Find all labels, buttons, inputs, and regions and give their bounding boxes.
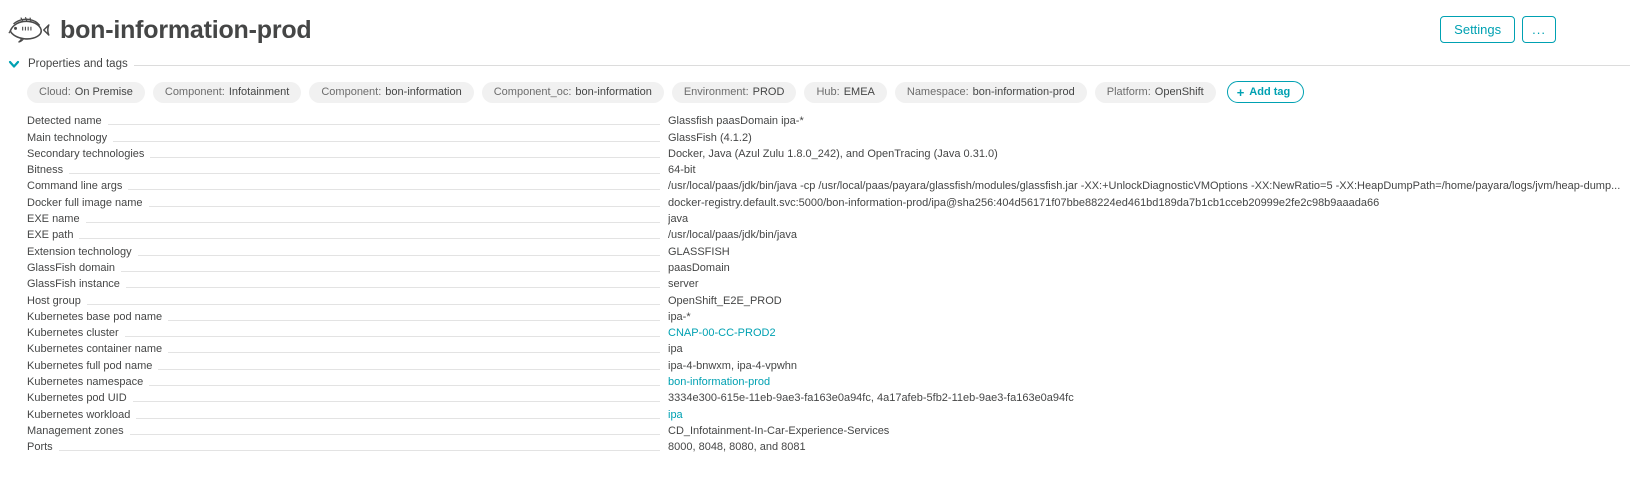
property-value: server [668,278,699,291]
leader-line [87,304,660,305]
tag-pill[interactable] [1095,82,1216,103]
tag-pill[interactable] [153,82,301,103]
page-header [0,0,1637,48]
property-row [27,422,1637,438]
property-label: Kubernetes workload [27,408,131,421]
property-label: Kubernetes pod UID [27,392,127,405]
property-value: 8000, 8048, 8080, and 8081 [668,441,806,454]
leader-line [86,222,660,223]
add-tag-label: Add tag [1249,86,1291,98]
property-row [27,259,1637,275]
property-value: 64-bit [668,164,696,177]
tag-key: Platform: [1106,86,1151,98]
tag-value: On Premise [74,86,133,98]
leader-line [168,320,660,321]
leader-line [79,238,660,239]
property-row [27,112,1637,128]
tag-key: Component: [164,86,225,98]
leader-line [158,369,660,370]
leader-line [59,450,660,451]
property-label: EXE name [27,213,80,226]
leader-line [168,352,660,353]
property-label: Host group [27,294,81,307]
property-label: Docker full image name [27,196,143,209]
property-label: Kubernetes namespace [27,376,144,389]
property-value-link[interactable]: CNAP-00-CC-PROD2 [668,327,776,340]
property-value: CD_Infotainment-In-Car-Experience-Services [668,424,890,437]
property-label: Kubernetes base pod name [27,310,163,323]
property-row [27,405,1637,421]
property-value: Docker, Java (Azul Zulu 1.8.0_242), and OpenTracing (Java 0.31.0) [668,147,998,160]
property-row [27,308,1637,324]
tag-pill[interactable] [482,82,664,103]
properties-section-toggle[interactable] [0,56,1637,72]
property-label: Extension technology [27,245,132,258]
tag-pill[interactable] [309,82,473,103]
property-row [27,340,1637,356]
property-value: 3334e300-615e-11eb-9ae3-fa163e0a94fc, 4a17afeb-5fb2-11eb-9ae3-fa163e0a94fc [668,392,1074,405]
tag-value: bon-information-prod [972,86,1075,98]
property-value: GlassFish (4.1.2) [668,131,752,144]
leader-line [108,124,660,125]
leader-line [69,173,660,174]
property-value: /usr/local/paas/jdk/bin/java [668,229,798,242]
property-label: Bitness [27,164,64,177]
property-row [27,226,1637,242]
property-label: Secondary technologies [27,147,145,160]
property-label: EXE path [27,229,74,242]
property-row [27,373,1637,389]
property-label: Detected name [27,115,102,128]
tag-value: bon-information [575,86,652,98]
page-title: bon-information-prod [60,15,312,44]
leader-line [136,418,660,419]
tag-value: Infotainment [228,86,290,98]
tag-key: Hub: [816,86,840,98]
tag-key: Component_oc: [493,86,572,98]
property-label: GlassFish domain [27,261,116,274]
tag-key: Environment: [683,86,749,98]
property-value: java [668,213,689,226]
more-options-button[interactable]: ... [1522,16,1556,43]
property-label: Ports [27,441,53,454]
leader-line [128,189,660,190]
add-tag-button[interactable] [1227,81,1305,103]
property-label: Management zones [27,424,124,437]
tag-pill[interactable] [895,82,1087,103]
property-row [27,275,1637,291]
property-value-link[interactable]: ipa [668,408,683,421]
leader-line [113,141,660,142]
property-row [27,324,1637,340]
property-value: docker-registry.default.svc:5000/bon-information-prod/ipa@sha256:404d56171f07bbe88224ed461bd189da7b1cb1cceb20999e2fe2c98b9aaada66 [668,196,1380,209]
header-actions [1440,16,1556,43]
property-row [27,193,1637,209]
property-row [27,438,1637,454]
tags-row [0,81,1637,103]
tag-value: PROD [752,86,785,98]
tag-key: Component: [321,86,382,98]
property-row [27,291,1637,307]
property-value: ipa [668,343,683,356]
tag-key: Namespace: [906,86,969,98]
tag-value: bon-information [385,86,462,98]
property-row [27,145,1637,161]
property-row [27,210,1637,226]
settings-button[interactable]: Settings [1440,16,1515,43]
leader-line [149,206,660,207]
property-value: GLASSFISH [668,245,730,258]
property-label: GlassFish instance [27,278,120,291]
leader-line [149,385,660,386]
tag-value: EMEA [843,86,875,98]
property-row [27,177,1637,193]
leader-line [121,271,660,272]
leader-line [150,157,660,158]
property-value: ipa-* [668,310,691,323]
property-label: Main technology [27,131,108,144]
tag-key: Cloud: [39,86,71,98]
property-value-link[interactable]: bon-information-prod [668,376,771,389]
property-value: paasDomain [668,261,730,274]
glassfish-icon [8,15,52,45]
leader-line [130,434,660,435]
tag-pill[interactable] [672,82,797,103]
property-row [27,161,1637,177]
property-label: Command line args [27,180,123,193]
property-value: /usr/local/paas/jdk/bin/java -cp /usr/local/paas/payara/glassfish/modules/glassfish.jar -XX:+UnlockDiagnosticVMOptions -XX:NewRatio=5 -XX:HeapDumpPath=/home/payara/logs/jvm/heap-dump... [668,180,1621,193]
property-label: Kubernetes cluster [27,327,119,340]
tag-pill[interactable] [27,82,145,103]
leader-line [138,255,660,256]
chevron-down-icon [8,58,20,70]
leader-line [125,336,660,337]
property-row [27,128,1637,144]
leader-line [133,401,660,402]
tag-pill[interactable] [804,82,886,103]
property-value: Glassfish paasDomain ipa-* [668,115,804,128]
section-divider [134,65,1630,66]
property-value: OpenShift_E2E_PROD [668,294,782,307]
property-label: Kubernetes full pod name [27,359,153,372]
property-row [27,242,1637,258]
section-title: Properties and tags [28,58,128,70]
plus-icon: + [1236,84,1245,100]
property-row [27,389,1637,405]
tag-value: OpenShift [1154,86,1204,98]
property-value: ipa-4-bnwxm, ipa-4-vpwhn [668,359,797,372]
leader-line [126,287,660,288]
property-row [27,356,1637,372]
property-label: Kubernetes container name [27,343,163,356]
properties-list [0,112,1637,454]
